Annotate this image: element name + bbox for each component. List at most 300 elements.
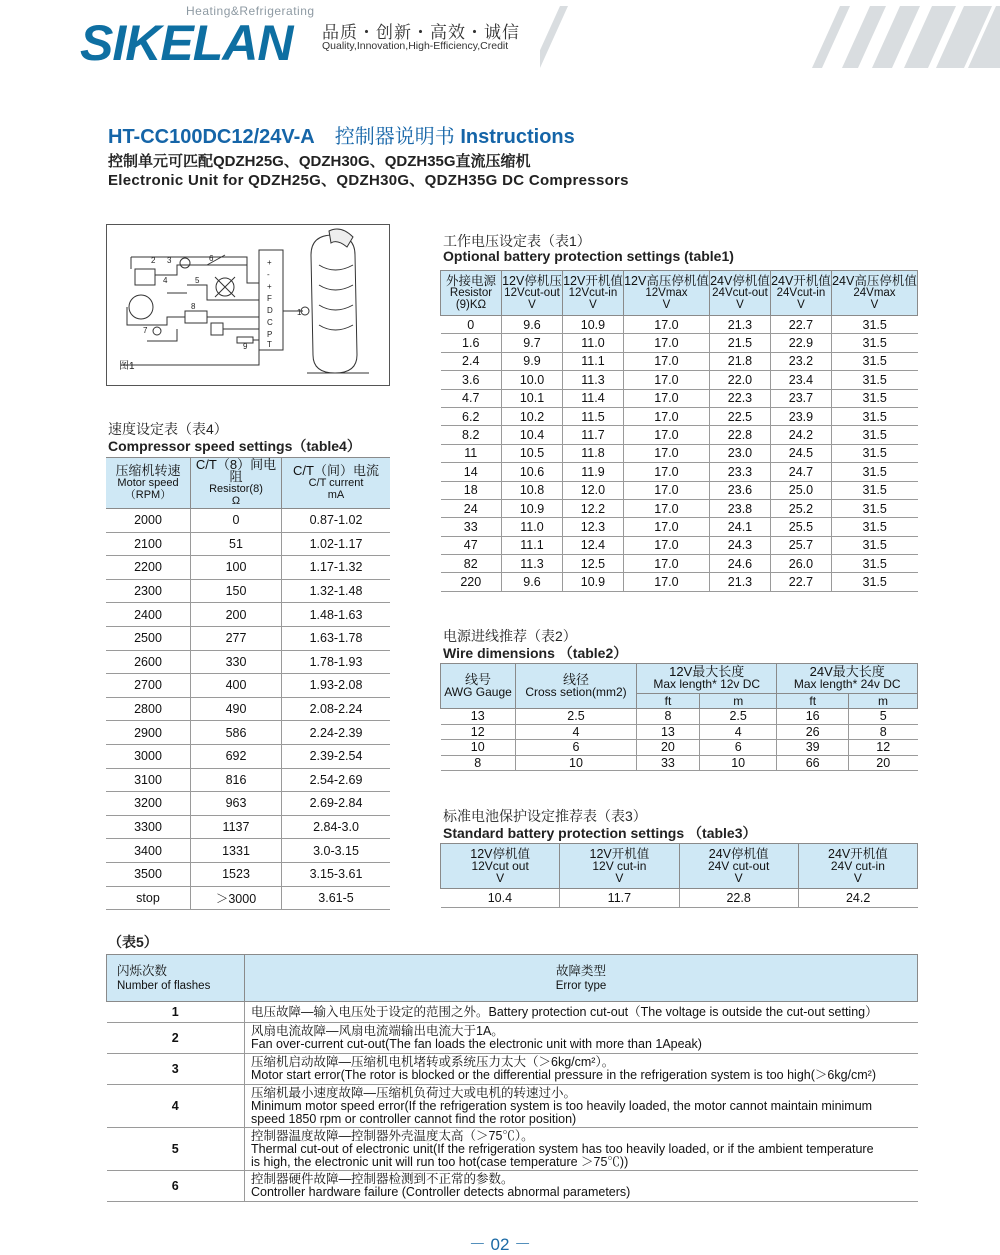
table-cell: 13 <box>441 709 516 725</box>
table-cell: 2.4 <box>441 352 502 370</box>
table-row <box>441 463 918 481</box>
table-cell: 3300 <box>106 815 191 839</box>
table-row <box>106 862 390 886</box>
table-cell: 4 <box>699 724 777 740</box>
table-row <box>441 709 918 725</box>
header-en: 12V cut-in <box>592 859 647 873</box>
table-header-cell <box>623 271 709 316</box>
header-en: Error type <box>555 979 607 992</box>
table-header-row <box>106 458 390 509</box>
table3-caption-en: Standard battery protection settings （table3） <box>443 825 757 841</box>
error-text-line: 压缩机启动故障—压缩机电机堵转或系统压力太大（＞6kg/cm²）。 <box>251 1055 615 1069</box>
table-row <box>441 536 918 554</box>
table-cell: 24.7 <box>770 463 831 481</box>
table-cell: 22.7 <box>770 573 831 591</box>
flash-count-cell: 5 <box>107 1128 245 1171</box>
table-cell: 33 <box>441 518 502 536</box>
subtitle-cn: 控制单元可匹配QDZH25G、QDZH30G、QDZH35G直流压缩机 <box>108 153 531 170</box>
table-row <box>441 407 918 425</box>
table-cell: 31.5 <box>831 426 917 444</box>
table-cell: 11.1 <box>502 536 563 554</box>
table-row <box>107 1054 918 1085</box>
header-en: 24Vcut-in <box>776 287 826 299</box>
slogan-chinese: 品质・创新・高效・诚信 <box>322 23 520 42</box>
wiring-diagram-drawing <box>107 225 389 385</box>
table-header-cell <box>709 271 770 316</box>
header-en: Motor speed <box>117 477 179 489</box>
table-header-row <box>441 271 918 316</box>
table-cell: 200 <box>191 603 282 627</box>
table-cell: 31.5 <box>831 389 917 407</box>
table-cell: 1331 <box>191 839 282 863</box>
header-cn: 12V最大长度 <box>669 664 745 680</box>
table-cell: 31.5 <box>831 481 917 499</box>
table-cell: 11.1 <box>562 352 623 370</box>
table-cell: 47 <box>441 536 502 554</box>
error-text-line: 控制器温度故障—控制器外壳温度太高（＞75℃）。 <box>251 1128 534 1143</box>
table-cell: 3500 <box>106 862 191 886</box>
table-row <box>441 334 918 352</box>
table-cell: 10.6 <box>502 463 563 481</box>
table-cell: 25.7 <box>770 536 831 554</box>
table-cell: 0 <box>441 316 502 334</box>
table-cell: 17.0 <box>623 426 709 444</box>
table-cell: 24.1 <box>709 518 770 536</box>
subtitle-en: Electronic Unit for QDZH25G、QDZH30G、QDZH35G DC Compressors <box>108 172 629 189</box>
table-cell: 21.3 <box>709 316 770 334</box>
table-cell: 3.6 <box>441 371 502 389</box>
header-unit: V <box>662 299 671 311</box>
table-cell: 10.8 <box>502 481 563 499</box>
flash-count-cell: 6 <box>107 1171 245 1202</box>
table-cell: 6 <box>699 740 777 756</box>
header-en: 24V cut-in <box>830 859 885 873</box>
table-cell: stop <box>106 886 191 910</box>
logo-subtitle: Heating&Refrigerating <box>186 4 315 18</box>
terminal-label: - <box>267 270 270 279</box>
table-body <box>441 316 918 592</box>
table-cell: 17.0 <box>623 518 709 536</box>
table-header-cell <box>770 271 831 316</box>
header-unit: (9)KΩ <box>455 299 487 311</box>
table-cell: 11.7 <box>560 889 679 908</box>
unit-cell: m <box>848 693 917 708</box>
table-header-row <box>441 664 918 694</box>
table-cell: 8 <box>441 755 516 771</box>
table-cell: 11.3 <box>562 371 623 389</box>
table-cell: 2800 <box>106 697 191 721</box>
table-header-cell <box>798 844 917 889</box>
table-row <box>441 371 918 389</box>
table-cell: 11.9 <box>562 463 623 481</box>
table-cell: 10.9 <box>562 316 623 334</box>
table-cell: 11.7 <box>562 426 623 444</box>
table-cell: 1.63-1.78 <box>282 626 391 650</box>
header-cn: 24V高压停机值 <box>832 274 917 288</box>
marker-label: 9 <box>243 342 248 351</box>
header-cn: 闪烁次数 <box>117 963 168 978</box>
table-cell: 8.2 <box>441 426 502 444</box>
table-row <box>106 556 390 580</box>
table-row <box>106 509 390 533</box>
table-row <box>441 499 918 517</box>
table-cell: 31.5 <box>831 499 917 517</box>
table-cell: 0 <box>191 509 282 533</box>
table-cell: 150 <box>191 579 282 603</box>
table-cell: 10 <box>699 755 777 771</box>
header-cn: 24V停机值 <box>708 847 769 861</box>
header-en: 12Vmax <box>645 287 688 299</box>
table-cell: 14 <box>441 463 502 481</box>
table-cell: 17.0 <box>623 444 709 462</box>
table-header-row <box>441 844 918 889</box>
table1-caption-cn: 工作电压设定表（表1） <box>443 233 591 249</box>
page-number: － 02 － <box>468 1235 532 1254</box>
header-cn: 12V高压停机值 <box>624 274 709 288</box>
table-cell: 26.0 <box>770 555 831 573</box>
table-row <box>106 674 390 698</box>
table-row <box>107 1128 918 1171</box>
table-cell: 22.3 <box>709 389 770 407</box>
compressor-speed-table <box>106 457 390 910</box>
table2-caption-cn: 电源进线推荐（表2） <box>443 628 577 644</box>
error-text-line: 控制器硬件故障—控制器检测到不正常的参数。 <box>251 1172 514 1186</box>
table-cell: 31.5 <box>831 536 917 554</box>
error-type-cell <box>245 1002 918 1023</box>
table-cell: 2200 <box>106 556 191 580</box>
table-cell: 2.84-3.0 <box>282 815 391 839</box>
terminal-label: D <box>267 306 273 315</box>
header-unit: V <box>589 299 597 311</box>
table-cell: 12 <box>441 724 516 740</box>
table-cell: 23.9 <box>770 407 831 425</box>
table-cell: 2300 <box>106 579 191 603</box>
marker-label: 3 <box>167 256 172 265</box>
table-row <box>106 744 390 768</box>
table-cell: 10.9 <box>502 499 563 517</box>
header-en: 12Vcut out <box>471 859 529 873</box>
table-cell: 22.8 <box>679 889 798 908</box>
table-header-cell <box>441 844 560 889</box>
table-cell: 2500 <box>106 626 191 650</box>
table3-caption-cn: 标准电池保护设定推荐表（表3） <box>443 808 647 824</box>
table-cell: 25.0 <box>770 481 831 499</box>
table-header-row <box>107 955 918 1002</box>
header-unit: V <box>870 299 879 311</box>
slogan-english: Quality,Innovation,High-Efficiency,Credit <box>322 40 509 52</box>
table-row <box>106 603 390 627</box>
terminal-label: + <box>267 258 272 267</box>
header-cn: 24V停机值 <box>710 274 770 288</box>
error-text-line: Minimum motor speed error(If the refrigeration system is too heavily loaded, the motor cannot maintain minimum <box>251 1098 873 1113</box>
table-cell: 31.5 <box>831 555 917 573</box>
table2-caption-en: Wire dimensions （table2） <box>443 645 628 661</box>
table-cell: 24 <box>441 499 502 517</box>
table-cell: 17.0 <box>623 352 709 370</box>
table-cell: 2.5 <box>699 709 777 725</box>
table-cell: 2900 <box>106 721 191 745</box>
table-cell: 1137 <box>191 815 282 839</box>
terminal-label: F <box>267 294 272 303</box>
table-cell: 31.5 <box>831 573 917 591</box>
header-en: AWG Gauge <box>444 685 512 699</box>
table-cell: 4.7 <box>441 389 502 407</box>
table-header-cell <box>441 271 502 316</box>
table-cell: 23.0 <box>709 444 770 462</box>
table-cell: 4 <box>516 724 637 740</box>
marker-label: 6 <box>209 254 214 263</box>
table-row <box>441 724 918 740</box>
table-row <box>106 886 390 910</box>
error-text-line: Controller hardware failure (Controller detects abnormal parameters) <box>251 1185 631 1199</box>
table-cell: 2.69-2.84 <box>282 792 391 816</box>
table-cell: 277 <box>191 626 282 650</box>
table-cell: 2700 <box>106 674 191 698</box>
table-cell: 2100 <box>106 532 191 556</box>
flash-count-cell: 2 <box>107 1023 245 1054</box>
error-type-cell <box>245 1128 918 1171</box>
battery-protection-table <box>440 270 918 592</box>
table1-caption-en: Optional battery protection settings (table1) <box>443 248 734 264</box>
table-cell: 11.4 <box>562 389 623 407</box>
marker-label: 7 <box>143 326 148 335</box>
table-cell: 12 <box>848 740 917 756</box>
marker-label: 1 <box>297 308 302 317</box>
table-cell: 5 <box>848 709 917 725</box>
table-cell: 8 <box>848 724 917 740</box>
header-unit: V <box>496 871 505 885</box>
table-header-cell <box>831 271 917 316</box>
header-en: 24V cut-out <box>707 859 770 873</box>
table-cell: 22.8 <box>709 426 770 444</box>
error-text-line: speed 1850 rpm or controller cannot find the rotor position) <box>251 1111 577 1126</box>
table-cell: 26 <box>777 724 848 740</box>
table-row <box>107 1002 918 1023</box>
table-cell: 31.5 <box>831 371 917 389</box>
table-cell: 17.0 <box>623 536 709 554</box>
table-cell: 20 <box>848 755 917 771</box>
table-cell: 31.5 <box>831 316 917 334</box>
table-cell: 17.0 <box>623 371 709 389</box>
table-header-cell <box>777 664 918 694</box>
brand-logo: SIKELAN <box>80 15 293 71</box>
table-cell: 3100 <box>106 768 191 792</box>
header-stripes <box>540 6 1000 68</box>
table-row <box>441 389 918 407</box>
table-cell: 23.4 <box>770 371 831 389</box>
table-header-cell <box>441 664 516 709</box>
table-cell: 9.7 <box>502 334 563 352</box>
table-cell: 1.02-1.17 <box>282 532 391 556</box>
table-cell: 23.3 <box>709 463 770 481</box>
table-cell: 31.5 <box>831 518 917 536</box>
table-cell: 24.2 <box>770 426 831 444</box>
table-row <box>106 697 390 721</box>
flash-count-cell: 1 <box>107 1002 245 1023</box>
table-cell: 963 <box>191 792 282 816</box>
table-row <box>107 1023 918 1054</box>
table-cell: 22.5 <box>709 407 770 425</box>
header-en: Number of flashes <box>117 979 211 992</box>
table-cell: 3.61-5 <box>282 886 391 910</box>
marker-label: 5 <box>195 276 200 285</box>
header-unit: Ω <box>231 495 241 507</box>
header-cn: 12V停机值 <box>470 847 530 861</box>
table-cell: 24.3 <box>709 536 770 554</box>
header-en: C/T current <box>308 477 364 489</box>
header-unit: （RPM） <box>124 489 172 501</box>
header-en: 24Vcut-out <box>712 287 768 299</box>
table-cell: 23.6 <box>709 481 770 499</box>
table-cell: 22.0 <box>709 371 770 389</box>
table-cell: 3.0-3.15 <box>282 839 391 863</box>
header-en: Max length* 12v DC <box>653 677 761 692</box>
header-unit: V <box>734 871 743 885</box>
table-cell: 22.9 <box>770 334 831 352</box>
error-text-line: Motor start error(The rotor is blocked or the differential pressure in the refrigeration system is too high(＞6kg/cm²) <box>251 1068 877 1082</box>
table-cell: 17.0 <box>623 573 709 591</box>
table-cell: 33 <box>637 755 700 771</box>
table-cell: 10.9 <box>562 573 623 591</box>
header-cn: 12V开机值 <box>589 847 650 861</box>
table-cell: 18 <box>441 481 502 499</box>
table-header-cell <box>107 955 245 1002</box>
error-text-line: Fan over-current cut-out(The fan loads the electronic unit with more than 1Apeak) <box>251 1037 702 1051</box>
table-cell: 11.5 <box>562 407 623 425</box>
table-cell: 2.5 <box>516 709 637 725</box>
table-cell: 51 <box>191 532 282 556</box>
table-cell: 3.15-3.61 <box>282 862 391 886</box>
table-row <box>441 573 918 591</box>
table-cell: 692 <box>191 744 282 768</box>
error-text-line: Thermal cut-out of electronic unit(If the refrigeration system has too heavily loaded, or if the ambient temperature <box>251 1141 874 1156</box>
unit-cell: ft <box>777 693 848 708</box>
table-cell: 6 <box>516 740 637 756</box>
header-cn: 外接电源 <box>445 274 496 288</box>
flash-count-cell: 3 <box>107 1054 245 1085</box>
table-cell: 2.39-2.54 <box>282 744 391 768</box>
table-header-cell <box>106 458 191 509</box>
table-cell: 23.2 <box>770 352 831 370</box>
table-cell: 17.0 <box>623 316 709 334</box>
table-cell: 8 <box>637 709 700 725</box>
table5-caption: （表5） <box>108 934 158 950</box>
table-cell: 20 <box>637 740 700 756</box>
table-row <box>106 532 390 556</box>
table-header-cell <box>560 844 679 889</box>
table-cell: 10.0 <box>502 371 563 389</box>
wire-dimensions-table <box>440 663 918 771</box>
table-cell: 31.5 <box>831 352 917 370</box>
figure-caption: 图1 <box>119 361 135 372</box>
table-cell: 9.9 <box>502 352 563 370</box>
header-en: 24Vmax <box>853 287 896 299</box>
table-header-cell <box>679 844 798 889</box>
table-cell: 24.6 <box>709 555 770 573</box>
table-cell: 586 <box>191 721 282 745</box>
table-cell: 24.2 <box>798 889 917 908</box>
table-cell: 21.5 <box>709 334 770 352</box>
error-text-line: 电压故障—输入电压处于设定的范围之外。Battery protection cut-out（The voltage is outside the cut-out setting） <box>251 1004 878 1019</box>
header-cn: 24V开机值 <box>771 274 831 288</box>
header-en: Max length* 24v DC <box>793 677 901 692</box>
table-row <box>441 352 918 370</box>
header-en: Resistor(8) <box>209 483 263 495</box>
header-en: 12Vcut-out <box>504 287 560 299</box>
table-cell: 17.0 <box>623 407 709 425</box>
error-text-line: 压缩机最小速度故障—压缩机负荷过大或电机的转速过小。 <box>251 1085 577 1100</box>
table-row <box>441 740 918 756</box>
table-cell: 11.0 <box>502 518 563 536</box>
table-cell: 12.0 <box>562 481 623 499</box>
table-cell: 31.5 <box>831 407 917 425</box>
table-row <box>106 839 390 863</box>
table-row <box>106 815 390 839</box>
table-cell: 23.7 <box>770 389 831 407</box>
table-row <box>441 518 918 536</box>
table-cell: 11 <box>441 444 502 462</box>
table-cell: 11.0 <box>562 334 623 352</box>
terminal-label: P <box>267 330 273 339</box>
table-cell: 31.5 <box>831 463 917 481</box>
table-cell: 10 <box>516 755 637 771</box>
marker-label: 4 <box>163 276 168 285</box>
terminal-label: + <box>267 282 272 291</box>
table-cell: 24.5 <box>770 444 831 462</box>
table-row <box>106 792 390 816</box>
table-cell: 82 <box>441 555 502 573</box>
table-header-cell <box>245 955 918 1002</box>
header-cn: C/T（8）间电阻 <box>195 457 277 484</box>
table-cell: 220 <box>441 573 502 591</box>
table-cell: 10.1 <box>502 389 563 407</box>
error-type-cell <box>245 1023 918 1054</box>
header-unit: V <box>528 299 536 311</box>
table-cell: 17.0 <box>623 334 709 352</box>
table-cell: 3200 <box>106 792 191 816</box>
table-header-cell <box>637 664 777 694</box>
table-body <box>441 709 918 771</box>
table-cell: 17.0 <box>623 555 709 573</box>
table-cell: 66 <box>777 755 848 771</box>
wiring-diagram <box>106 224 390 386</box>
table-cell: 1523 <box>191 862 282 886</box>
table-cell: 23.8 <box>709 499 770 517</box>
table-cell: 9.6 <box>502 573 563 591</box>
table-header-cell <box>502 271 563 316</box>
table-cell: 1.78-1.93 <box>282 650 391 674</box>
table4-caption-cn: 速度设定表（表4） <box>108 421 228 437</box>
table-cell: 330 <box>191 650 282 674</box>
header-en: Cross setion(mm2) <box>525 685 627 699</box>
error-type-cell <box>245 1085 918 1128</box>
table-row <box>107 1171 918 1202</box>
table-row <box>107 1085 918 1128</box>
model-number: HT-CC100DC12/24V-A <box>108 126 315 148</box>
table-cell: 31.5 <box>831 334 917 352</box>
header-unit: mA <box>327 489 345 501</box>
terminal-label: C <box>267 318 273 327</box>
header-cn: 压缩机转速 <box>115 463 181 478</box>
table-header-cell <box>282 458 391 509</box>
error-flash-table <box>106 954 918 1202</box>
header-unit: V <box>615 871 624 885</box>
table-cell: 11.3 <box>502 555 563 573</box>
table-cell: 1.93-2.08 <box>282 674 391 698</box>
table-cell: 25.2 <box>770 499 831 517</box>
table-cell: 21.8 <box>709 352 770 370</box>
table-row <box>441 555 918 573</box>
